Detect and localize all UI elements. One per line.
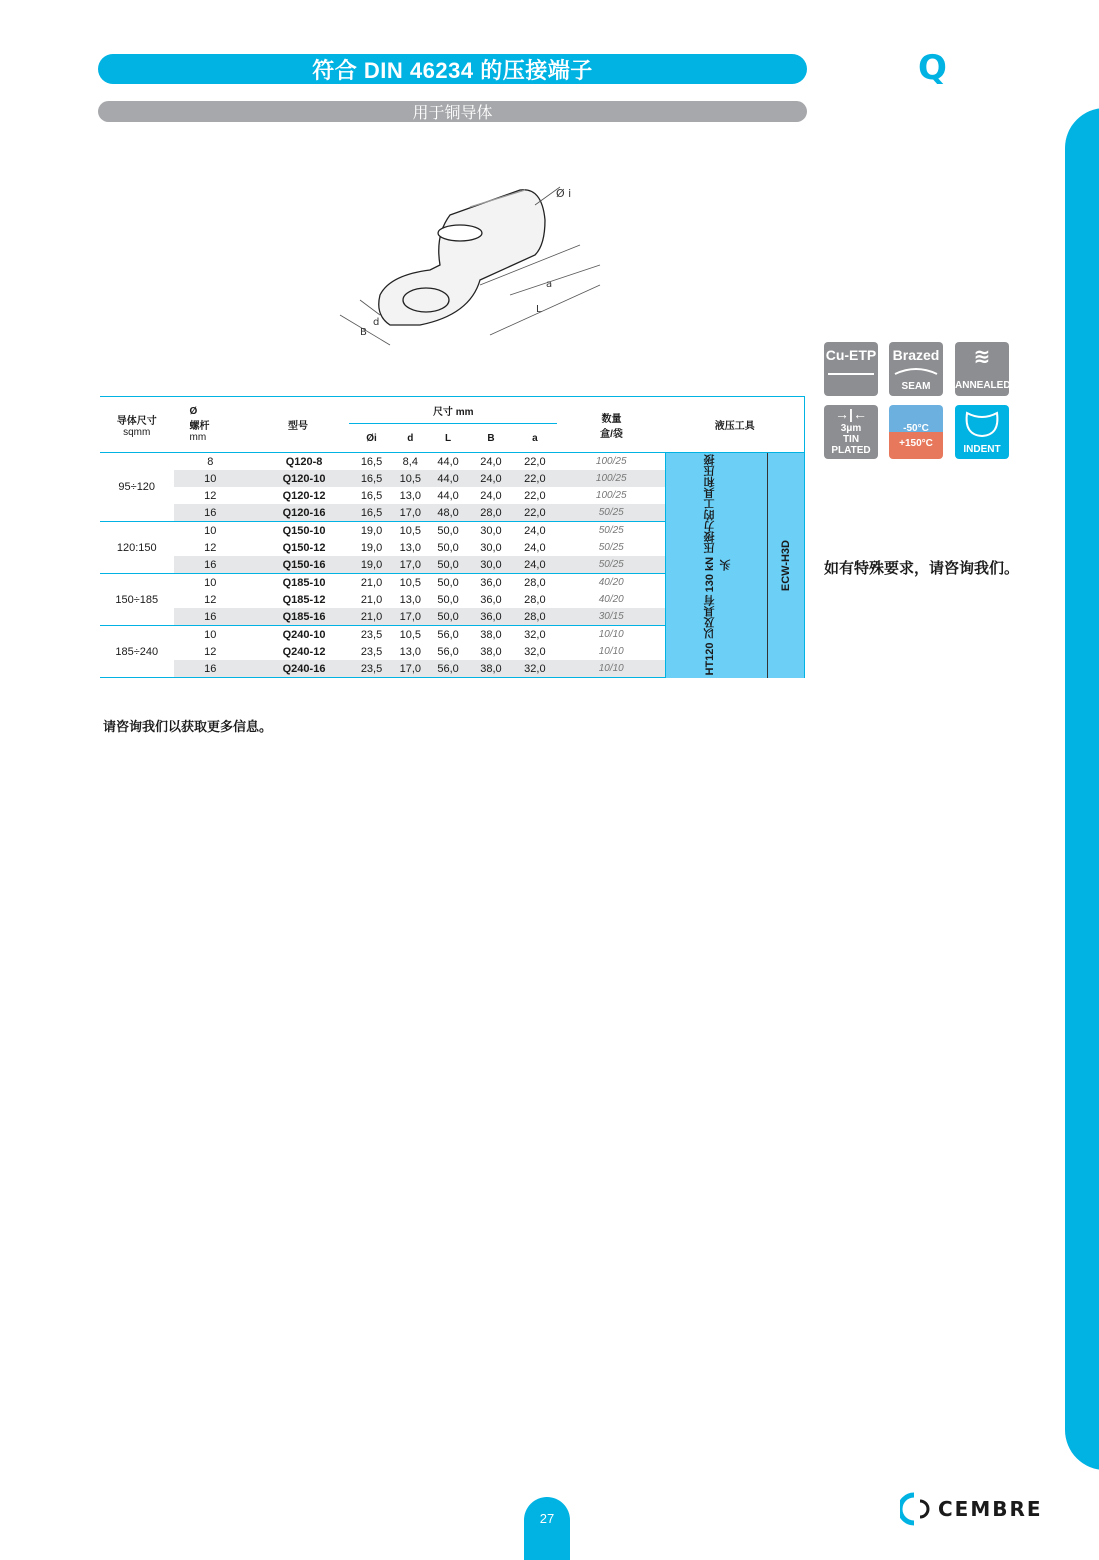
- oi-cell: 19,0: [360, 541, 383, 554]
- a-cell: 32,0: [512, 626, 557, 644]
- stud-cell: 12: [204, 593, 217, 606]
- d-cell: 13,0: [399, 645, 422, 658]
- oi-cell: 16,5: [360, 489, 383, 502]
- B-cell: 36,0: [480, 593, 502, 606]
- L-cell: 50,0: [427, 556, 470, 574]
- qty-cell: 50/25: [557, 504, 665, 522]
- B-cell: 38,0: [480, 645, 502, 658]
- d-cell: 17,0: [394, 660, 427, 678]
- qty-cell: 100/25: [557, 470, 665, 487]
- drawing-label-d: d: [373, 317, 380, 328]
- header-row: [100, 397, 805, 424]
- more-info-note: 请咨询我们以获取更多信息。: [103, 720, 273, 735]
- oi-cell: 16,5: [349, 504, 394, 522]
- L-cell: 50,0: [427, 522, 470, 540]
- stud-cell: 16: [174, 556, 248, 574]
- stud-cell: 10: [174, 626, 248, 644]
- model-cell: Q150-12: [282, 541, 326, 554]
- cu-etp-badge: Cu-ETP: [824, 342, 878, 396]
- qty-cell: 10/10: [557, 626, 665, 644]
- die-cell: ECW-H3D: [768, 453, 805, 678]
- table-row: [100, 453, 805, 471]
- qty-cell: 50/25: [557, 522, 665, 540]
- drawing-label-a: a: [546, 279, 553, 290]
- B-cell: 36,0: [470, 608, 513, 626]
- tool-header: 液压工具: [666, 397, 805, 453]
- col-oi: Øi: [366, 432, 377, 444]
- B-cell: 36,0: [470, 574, 513, 592]
- L-cell: 44,0: [427, 453, 470, 471]
- d-cell: 17,0: [394, 504, 427, 522]
- annealed-badge: ≋ ANNEALED: [955, 342, 1009, 396]
- col-B: B: [487, 432, 495, 444]
- a-cell: 22,0: [512, 453, 557, 471]
- brand-name: CEMBRE: [938, 1497, 1043, 1521]
- a-cell: 24,0: [524, 541, 546, 554]
- qty-header: 数量 盒/袋: [557, 397, 665, 453]
- a-cell: 28,0: [512, 608, 557, 626]
- L-cell: 56,0: [427, 626, 470, 644]
- qty-cell: 30/15: [557, 608, 665, 626]
- oi-cell: 19,0: [349, 522, 394, 540]
- L-cell: 50,0: [427, 574, 470, 592]
- d-cell: 10,5: [394, 626, 427, 644]
- stud-cell: 12: [204, 489, 217, 502]
- d-cell: 10,5: [394, 470, 427, 487]
- model-cell: Q185-16: [247, 608, 349, 626]
- L-cell: 50,0: [437, 593, 459, 606]
- tool-cell: HT120 以及具有 130 kN 压接力的工具和压接头: [666, 453, 768, 678]
- section-letter: Q: [918, 48, 947, 88]
- L-cell: 44,0: [437, 489, 459, 502]
- oi-cell: 19,0: [349, 556, 394, 574]
- B-cell: 24,0: [470, 453, 513, 471]
- col-d: d: [407, 432, 414, 444]
- model-cell: Q120-12: [282, 489, 326, 502]
- feature-badges: [824, 342, 1014, 462]
- seam-wave-icon: [893, 366, 939, 376]
- special-request-note: 如有特殊要求，请咨询我们。: [824, 559, 1020, 577]
- qty-cell: 40/20: [557, 574, 665, 592]
- qty-cell: 10/10: [598, 646, 624, 657]
- L-cell: 56,0: [427, 660, 470, 678]
- qty-cell: 50/25: [598, 542, 624, 553]
- cembre-logo-icon: [900, 1492, 930, 1526]
- a-cell: 28,0: [524, 593, 546, 606]
- model-cell: Q240-12: [282, 645, 326, 658]
- conductor-size: 150÷185: [100, 574, 174, 626]
- brazed-seam-badge: Brazed SEAM: [889, 342, 943, 396]
- L-cell: 50,0: [427, 608, 470, 626]
- qty-cell: 10/10: [557, 660, 665, 678]
- B-cell: 38,0: [470, 660, 513, 678]
- brand-logo: [900, 1492, 1043, 1526]
- drawing-label-oi: Ø i: [556, 187, 572, 200]
- heat-waves-icon: ≋: [973, 346, 991, 368]
- spec-table: [100, 396, 805, 678]
- B-cell: 24,0: [470, 470, 513, 487]
- page-number: 27: [524, 1497, 570, 1560]
- d-cell: 17,0: [394, 556, 427, 574]
- tin-plated-badge: →|← 3μm TIN PLATED: [824, 405, 878, 459]
- d-cell: 13,0: [399, 541, 422, 554]
- B-cell: 30,0: [470, 522, 513, 540]
- conductor-size: 120:150: [100, 522, 174, 574]
- L-cell: 50,0: [437, 541, 459, 554]
- temperature-badge: -50°C +150°C: [889, 405, 943, 459]
- col-a: a: [532, 432, 538, 444]
- stud-cell: 12: [204, 645, 217, 658]
- indent-icon: [962, 409, 1002, 439]
- model-cell: Q240-10: [247, 626, 349, 644]
- conductor-header: 导体尺寸 sqmm: [100, 397, 174, 453]
- stud-header: Ø 螺杆 mm: [174, 397, 248, 453]
- model-header: 型号: [247, 397, 349, 453]
- stud-cell: 10: [174, 470, 248, 487]
- L-cell: 48,0: [427, 504, 470, 522]
- model-cell: Q150-10: [247, 522, 349, 540]
- oi-cell: 23,5: [349, 626, 394, 644]
- stud-cell: 10: [174, 574, 248, 592]
- oi-cell: 21,0: [349, 574, 394, 592]
- model-cell: Q240-16: [247, 660, 349, 678]
- oi-cell: 21,0: [360, 593, 383, 606]
- model-cell: Q120-16: [247, 504, 349, 522]
- stud-cell: 10: [174, 522, 248, 540]
- model-cell: Q185-12: [282, 593, 326, 606]
- B-cell: 30,0: [480, 541, 502, 554]
- L-cell: 44,0: [427, 470, 470, 487]
- a-cell: 22,0: [512, 504, 557, 522]
- stud-cell: 16: [174, 660, 248, 678]
- qty-cell: 40/20: [598, 594, 624, 605]
- oi-cell: 16,5: [349, 470, 394, 487]
- a-cell: 24,0: [512, 556, 557, 574]
- B-cell: 38,0: [470, 626, 513, 644]
- stud-cell: 16: [174, 608, 248, 626]
- B-cell: 28,0: [470, 504, 513, 522]
- L-cell: 56,0: [437, 645, 459, 658]
- oi-cell: 21,0: [349, 608, 394, 626]
- qty-cell: 50/25: [557, 556, 665, 574]
- d-cell: 13,0: [399, 593, 422, 606]
- page-subtitle: 用于铜导体: [98, 101, 807, 122]
- stud-cell: 8: [174, 453, 248, 471]
- d-cell: 8,4: [394, 453, 427, 471]
- drawing-label-L: L: [536, 304, 542, 315]
- model-cell: Q120-8: [247, 453, 349, 471]
- B-cell: 24,0: [480, 489, 502, 502]
- qty-cell: 100/25: [557, 453, 665, 471]
- indent-badge: INDENT: [955, 405, 1009, 459]
- a-cell: 32,0: [512, 660, 557, 678]
- conductor-size: 95÷120: [100, 453, 174, 522]
- d-cell: 10,5: [394, 574, 427, 592]
- a-cell: 24,0: [512, 522, 557, 540]
- d-cell: 10,5: [394, 522, 427, 540]
- a-cell: 22,0: [512, 470, 557, 487]
- B-cell: 30,0: [470, 556, 513, 574]
- d-cell: 17,0: [394, 608, 427, 626]
- dims-header: 尺寸 mm: [349, 397, 557, 424]
- terminal-drawing: [320, 175, 620, 360]
- d-cell: 13,0: [399, 489, 422, 502]
- stud-cell: 12: [204, 541, 217, 554]
- conductor-size: 185÷240: [100, 626, 174, 678]
- page-title: 符合 DIN 46234 的压接端子: [98, 54, 807, 84]
- model-cell: Q120-10: [247, 470, 349, 487]
- a-cell: 22,0: [524, 489, 546, 502]
- side-tab-decoration: [1065, 108, 1099, 1470]
- a-cell: 32,0: [524, 645, 546, 658]
- oi-cell: 23,5: [349, 660, 394, 678]
- stud-cell: 16: [174, 504, 248, 522]
- thickness-arrows-icon: →|←: [835, 406, 867, 422]
- model-cell: Q150-16: [247, 556, 349, 574]
- a-cell: 28,0: [512, 574, 557, 592]
- oi-cell: 16,5: [349, 453, 394, 471]
- model-cell: Q185-10: [247, 574, 349, 592]
- drawing-label-B: B: [360, 327, 367, 338]
- oi-cell: 23,5: [360, 645, 383, 658]
- qty-cell: 100/25: [595, 490, 627, 501]
- col-L: L: [445, 432, 452, 444]
